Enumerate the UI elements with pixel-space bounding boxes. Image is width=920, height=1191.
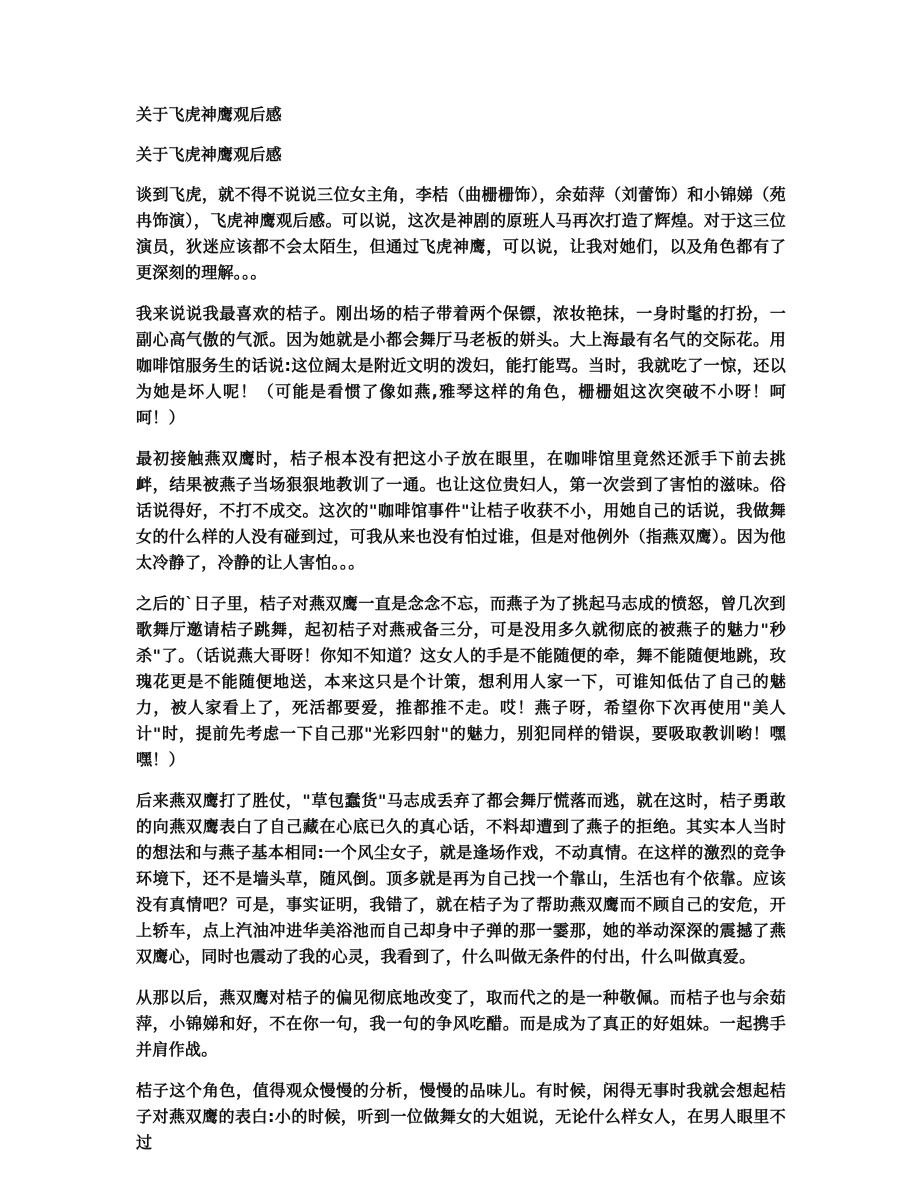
document-subtitle: 关于飞虎神鹰观后感	[136, 145, 282, 164]
paragraph-first-contact: 最初接触燕双鹰时，桔子根本没有把这小子放在眼里，在咖啡馆里竟然还派手下前去挑衅，结果被燕子当场狠狠地教训了一通。也让这位贵妇人，第一次尝到了害怕的滋味。俗话说得好，不打不成交。这次的"咖啡馆事件"让桔子收获不小，用她自己的话说，我做舞女的什么样的人没有碰到过，可我从来也没有怕过谁，但是对他例外（指燕双鹰）。因为他太冷静了，冷静的让人害怕。。。	[136, 449, 786, 572]
paragraph-character-analysis: 桔子这个角色，值得观众慢慢的分析，慢慢的品味儿。有时候，闲得无事时我就会想起桔子对燕双鹰的表白:小的时候，听到一位做舞女的大姐说，无论什么样女人，在男人眼里不过	[136, 1081, 786, 1152]
paragraph-confession: 后来燕双鹰打了胜仗，"草包蠢货"马志成丢弃了都会舞厅慌落而逃，就在这时，桔子勇敢的向燕双鹰表白了自己藏在心底已久的真心话，不料却遭到了燕子的拒绝。其实本人当时的想法和与燕子基本相同:一个风尘女子，就是逢场作戏，不动真情。在这样的激烈的竞争环境下，还不是墙头草，随风倒。顶多就是再为自己找一个靠山，生活也有个依靠。应该没有真情吧？可是，事实证明，我错了，就在桔子为了帮助燕双鹰而不顾自己的安危，开上轿车，点上汽油冲进华美浴池而自己却身中子弹的那一霎那，她的举动深深的震撼了燕双鹰心，同时也震动了我的心灵，我看到了，什么叫做无条件的付出，什么叫做真爱。	[136, 791, 786, 966]
paragraph-intro: 谈到飞虎，就不得不说说三位女主角，李桔（曲栅栅饰），余茹萍（刘蕾饰）和小锦娣（苑冉饰演），飞虎神鹰观后感。可以说，这次是神剧的原班人马再次打造了辉煌。对于这三位演员，狄迷应该都不会太陌生，但通过飞虎神鹰，可以说，让我对她们，以及角色都有了更深刻的理解。。。	[136, 185, 786, 282]
paragraph-juzi-intro: 我来说说我最喜欢的桔子。刚出场的桔子带着两个保镖，浓妆艳抹，一身时髦的打扮，一副心高气傲的气派。因为她就是小都会舞厅马老板的姘头。大上海最有名气的交际花。用咖啡馆服务生的话说:这位阔太是附近文明的泼妇，能打能骂。当时，我就吃了一惊，还以为她是坏人呢！（可能是看惯了像如燕,雅琴这样的角色，栅栅姐这次突破不小呀！呵呵！）	[136, 304, 786, 427]
document-page	[136, 104, 786, 1171]
paragraph-afterwards: 从那以后，燕双鹰对桔子的偏见彻底地改变了，取而代之的是一种敬佩。而桔子也与余茹萍，小锦娣和好，不在你一句，我一句的争风吃醋。而是成为了真正的好姐妹。一起携手并肩作战。	[136, 988, 786, 1059]
document-title: 关于飞虎神鹰观后感	[136, 105, 282, 124]
paragraph-later-days: 之后的`日子里，桔子对燕双鹰一直是念念不忘，而燕子为了挑起马志成的愤怒，曾几次到歌舞厅邀请桔子跳舞，起初桔子对燕戒备三分，可是没用多久就彻底的被燕子的魅力"秒杀"了。（话说燕大哥呀！你知不知道？这女人的手是不能随便的牵，舞不能随便地跳，玫瑰花更是不能随便地送，本来这只是个计策，想利用人家一下，可谁知低估了自己的魅力，被人家看上了，死活都要爱，推都推不走。哎！燕子呀，希望你下次再使用"美人计"时，提前先考虑一下自己那"光彩四射"的魅力，别犯同样的错误，要吸取教训哟！嘿嘿！）	[136, 594, 786, 769]
